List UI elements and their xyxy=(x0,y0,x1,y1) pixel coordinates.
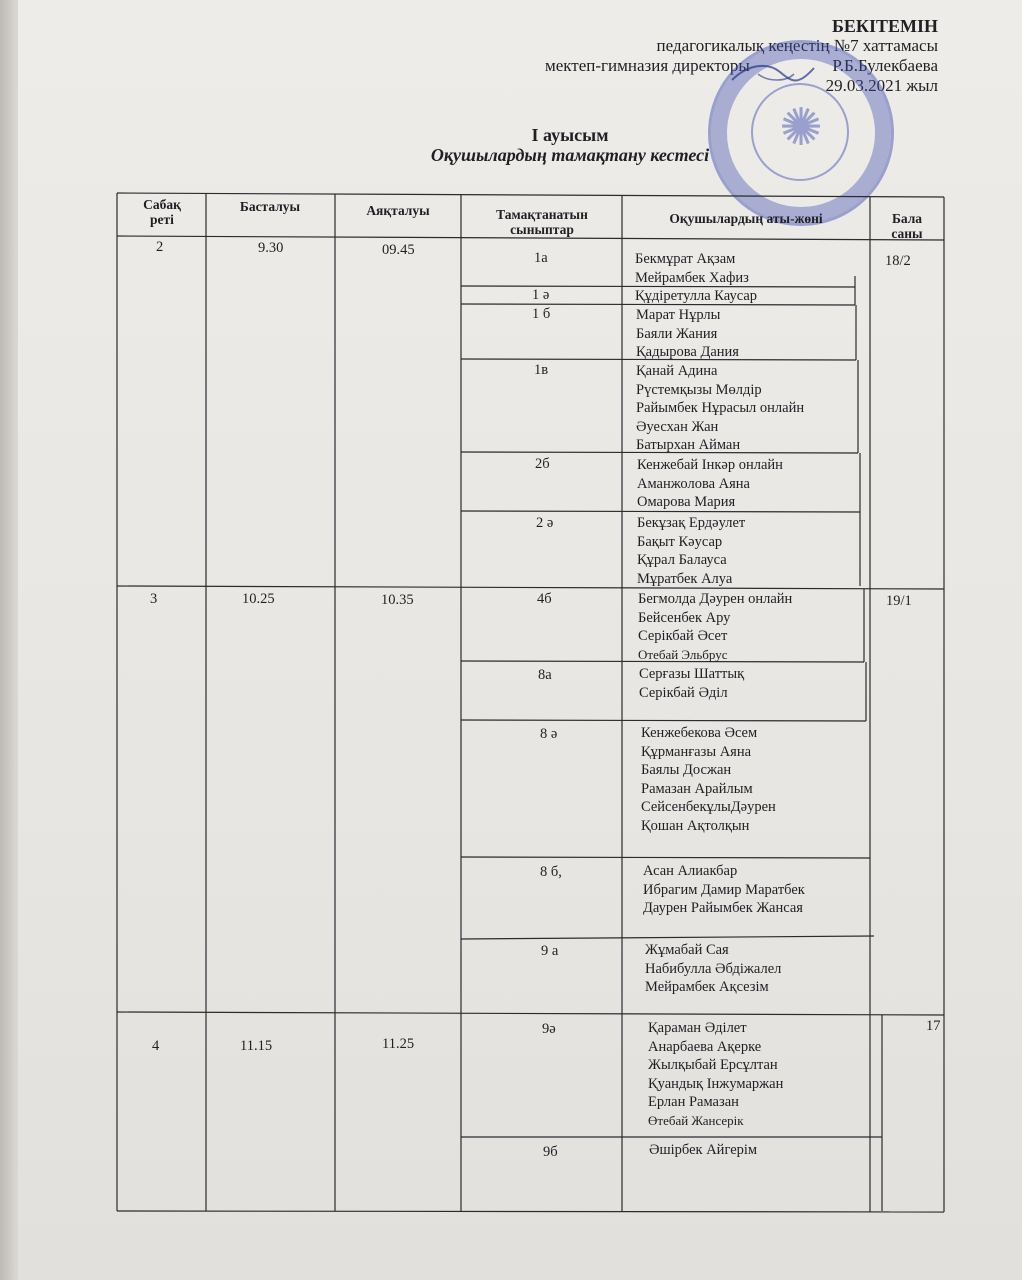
student-name: Кенжебекова Әсем xyxy=(641,725,758,741)
student-name: Бейсенбек Ару xyxy=(638,609,731,626)
row-1-count: 18/2 xyxy=(885,253,911,269)
student-name: Набибулла Әбдіжалел xyxy=(645,960,782,977)
class-1b: 1 б xyxy=(532,306,551,322)
student-name: Қанай Адина xyxy=(636,363,718,379)
row-2-end: 10.35 xyxy=(381,592,414,608)
header-classes xyxy=(462,207,622,237)
student-name: Рүстемқызы Мөлдір xyxy=(636,381,762,398)
row-1-start: 9.30 xyxy=(258,240,284,256)
student-name: Мейрамбек Хафиз xyxy=(635,269,749,286)
student-name: Жылқыбай Ерсұлтан xyxy=(648,1057,778,1073)
student-name: Серікбай Әсет xyxy=(638,628,728,644)
header-child-count-line2: саны xyxy=(891,226,923,241)
approval-title: БЕКІТЕМІН xyxy=(832,16,938,36)
row-3-order: 4 xyxy=(152,1038,160,1054)
class-1v: 1в xyxy=(534,362,549,378)
student-name: Әшірбек Айгерім xyxy=(649,1142,758,1158)
row-3-start: 11.15 xyxy=(240,1038,273,1054)
class-8a: 8а xyxy=(538,667,552,683)
student-name: Қадырова Дания xyxy=(636,344,739,360)
students-8a xyxy=(639,665,744,702)
approval-date: 29.03.2021 жыл xyxy=(825,76,938,95)
students-9b xyxy=(649,1141,757,1160)
student-name: Жұмабай Сая xyxy=(645,942,729,958)
student-name: СейсенбекұлыДәурен xyxy=(641,799,776,815)
schedule-title: Оқушылардың тамақтану кестесі xyxy=(430,145,710,165)
header-start: Басталуы xyxy=(239,199,301,214)
row-3-count: 17 xyxy=(926,1018,941,1034)
student-name: Отебай Эльбрус xyxy=(638,646,728,662)
student-name: Құрал Балауса xyxy=(637,552,727,568)
students-4b xyxy=(638,590,792,664)
header-classes-line1: Тамақтанатын xyxy=(496,207,588,222)
header-child-count-line1: Бала xyxy=(891,211,923,226)
class-1a: 1а xyxy=(534,250,548,266)
class-9b: 9б xyxy=(543,1144,558,1160)
student-name: Мұратбек Алуа xyxy=(637,570,733,587)
student-name: Әуесхан Жан xyxy=(636,418,719,435)
student-name: Батырхан Айман xyxy=(636,437,741,453)
student-name: Ибрагим Дамир Маратбек xyxy=(643,881,805,898)
student-name: Қараман Әділет xyxy=(648,1020,747,1036)
class-8ae: 8 ә xyxy=(540,726,558,742)
student-name: Бегмолда Дәурен онлайн xyxy=(638,591,793,607)
row-2-order: 3 xyxy=(150,591,158,607)
row-2-count: 19/1 xyxy=(886,593,912,609)
class-1ae: 1 ә xyxy=(532,287,550,303)
header-lesson-order-line1: Сабақ xyxy=(143,197,181,212)
student-name: Ерлан Рамазан xyxy=(648,1094,739,1110)
row-2-start: 10.25 xyxy=(242,591,275,607)
student-name: Райымбек Нұрасыл онлайн xyxy=(636,400,805,416)
seal-emblem-icon: ✺ xyxy=(779,100,823,157)
students-1v xyxy=(636,362,804,455)
student-name: Құрманғазы Аяна xyxy=(641,743,752,760)
student-name: Қуандық Інжумаржан xyxy=(648,1075,784,1092)
class-2b: 2б xyxy=(535,456,550,472)
header-lesson-order-line2: реті xyxy=(150,212,174,227)
class-2ae: 2 ә xyxy=(536,515,554,531)
shift-label: І ауысым xyxy=(531,125,609,145)
students-8ae xyxy=(641,724,776,835)
student-name: Асан Алиакбар xyxy=(643,863,738,879)
student-name: Баяли Жания xyxy=(636,325,718,342)
student-name: Құдіретулла Каусар xyxy=(635,288,758,304)
student-name: Серікбай Әділ xyxy=(639,684,728,701)
students-1b xyxy=(636,306,739,362)
row-3-end: 11.25 xyxy=(382,1036,415,1052)
student-name: Рамазан Арайлым xyxy=(641,780,753,797)
student-name: Баялы Досжан xyxy=(641,762,732,778)
students-2b xyxy=(637,456,783,512)
class-9a: 9 а xyxy=(541,943,559,959)
student-name: Қошан Ақтолқын xyxy=(641,817,750,834)
student-name: Марат Нұрлы xyxy=(636,307,721,323)
student-name: Мейрамбек Ақсезім xyxy=(645,979,769,995)
students-9ae xyxy=(648,1019,783,1130)
student-name: Бекұзақ Ердәулет xyxy=(637,515,746,531)
class-9ae: 9ә xyxy=(542,1021,556,1037)
class-4b: 4б xyxy=(537,591,552,607)
row-1-order: 2 xyxy=(156,239,164,255)
students-2ae xyxy=(637,514,745,588)
student-name: Даурен Райымбек Жансая xyxy=(643,900,803,916)
students-9a xyxy=(645,941,781,997)
student-name: Кенжебай Інкәр онлайн xyxy=(637,457,783,473)
council-protocol: педагогикалық кеңестің №7 хаттамасы xyxy=(656,36,938,55)
director-role: мектеп-гимназия директоры xyxy=(544,56,750,75)
students-8b xyxy=(643,862,805,918)
student-name: Анарбаева Ақерке xyxy=(648,1038,762,1055)
header-lesson-order xyxy=(119,197,205,227)
student-name: Аманжолова Аяна xyxy=(637,475,750,492)
students-1ae xyxy=(635,287,757,306)
header-end: Аяқталуы xyxy=(366,203,430,218)
row-1-end: 09.45 xyxy=(382,242,415,258)
header-student-names: Оқушылардың аты-жөні xyxy=(669,211,823,226)
class-8b: 8 б, xyxy=(540,864,562,880)
student-name: Омарова Мария xyxy=(637,494,736,510)
students-1a xyxy=(635,250,749,287)
header-classes-line2: сыныптар xyxy=(510,222,574,237)
student-name: Бекмұрат Ақзам xyxy=(635,251,736,267)
student-name: Өтебай Жансерік xyxy=(648,1112,744,1128)
header-child-count xyxy=(870,211,944,241)
student-name: Серғазы Шаттық xyxy=(639,666,745,682)
director-name: Р.Б.Булекбаева xyxy=(832,56,938,75)
student-name: Бақыт Кәусар xyxy=(637,533,723,550)
